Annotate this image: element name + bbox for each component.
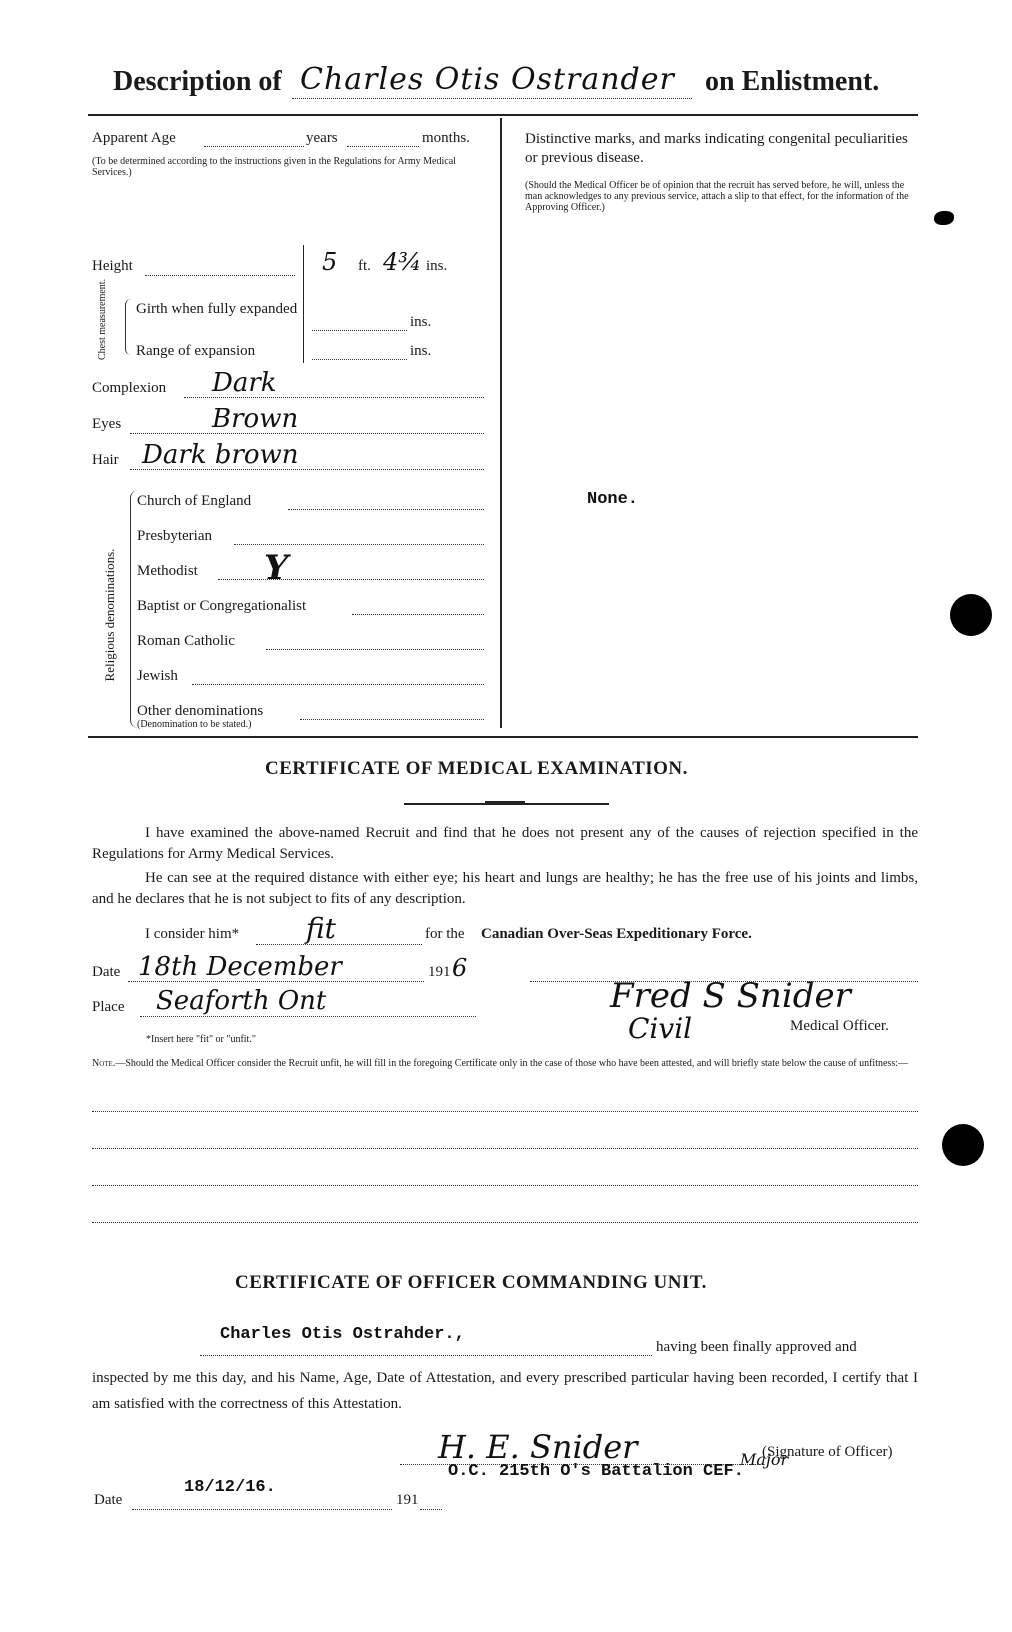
methodist-mark: Y xyxy=(264,548,289,588)
denomination-line xyxy=(300,719,484,720)
complexion-label: Complexion xyxy=(92,380,167,396)
hair-value: Dark brown xyxy=(142,440,299,470)
medical-officer-signature: Fred S Snider xyxy=(610,976,851,1016)
force-name: Canadian Over-Seas Expeditionary Force. xyxy=(481,926,752,942)
height-inches-value: 4¾ xyxy=(383,248,422,276)
denomination-label: Presbyterian xyxy=(137,528,212,544)
ft-label: ft. xyxy=(358,258,371,274)
recruit-name-line xyxy=(200,1355,652,1356)
denomination-label: Church of England xyxy=(137,493,252,509)
months-label: months. xyxy=(422,130,470,146)
denomination-line xyxy=(192,684,484,685)
column-divider xyxy=(500,118,502,728)
heading-rule-center xyxy=(485,801,525,805)
girth-line xyxy=(312,330,407,331)
title-suffix: on Enlistment. xyxy=(705,66,880,97)
unfit-note xyxy=(92,1058,918,1069)
denomination-line xyxy=(234,544,484,545)
commanding-certificate-heading: CERTIFICATE OF OFFICER COMMANDING UNIT. xyxy=(235,1272,707,1293)
age-months-line xyxy=(347,146,419,147)
commanding-date-label: Date xyxy=(94,1492,123,1508)
commanding-officer-signature: H. E. Snider xyxy=(438,1428,638,1466)
denomination-line xyxy=(288,509,484,510)
age-note: (To be determined according to the instructions given in the Regulations for Army Medical Services.) xyxy=(92,156,456,178)
unfit-reason-line xyxy=(92,1148,918,1149)
denomination-line xyxy=(266,649,484,650)
distinctive-marks-heading: Distinctive marks, and marks indicating congenital peculiarities or previous disease. xyxy=(525,131,908,166)
commanding-text-b: inspected by me this day, and his Name, Age, Date of Attestation, and every prescribed particular having been recorded, I certify that I am satisfied with the correctness of this Attestation. xyxy=(92,1370,918,1412)
eyes-label: Eyes xyxy=(92,416,122,432)
height-line xyxy=(145,275,295,276)
denomination-line xyxy=(352,614,484,615)
consider-label: I consider him* xyxy=(145,926,240,942)
denomination-label: Jewish xyxy=(137,668,178,684)
denomination-line xyxy=(218,579,484,580)
medical-date-line xyxy=(128,981,424,982)
fitness-line xyxy=(256,944,422,945)
denomination-label: Methodist xyxy=(137,563,198,579)
commanding-officer-rank: Major xyxy=(740,1450,789,1469)
commanding-year-prefix: 191 xyxy=(396,1492,419,1508)
fitness-value: fit xyxy=(306,912,336,945)
girth-label: Girth when fully expanded xyxy=(136,301,298,317)
complexion-line xyxy=(184,397,484,398)
medical-place-line xyxy=(140,1016,476,1017)
punch-hole xyxy=(950,594,992,636)
ins-label: ins. xyxy=(426,258,448,274)
eyes-value: Brown xyxy=(212,404,299,434)
medical-date-label: Date xyxy=(92,964,121,980)
medical-paragraph-1: I have examined the above-named Recruit and find that he does not present any of the causes of rejection specified in the Regulations for Army Medical Services. xyxy=(92,825,918,862)
denomination-label: Other denominations xyxy=(137,703,264,719)
medical-date-value: 18th December xyxy=(138,952,342,982)
eyes-line xyxy=(130,433,484,434)
height-label: Height xyxy=(92,258,133,274)
distinctive-marks-note: (Should the Medical Officer be of opinion that the recruit has served before, he will, unless the man acknowledges to any previous service, attach a slip to that effect, for the information of the Approving Officer.) xyxy=(525,180,909,213)
consider-suffix: for the xyxy=(425,926,465,942)
height-col-divider xyxy=(303,245,304,363)
commanding-text-a: having been finally approved and xyxy=(656,1339,857,1355)
top-rule xyxy=(88,114,918,116)
complexion-value: Dark xyxy=(212,368,277,398)
medical-place-label: Place xyxy=(92,999,125,1015)
insert-note: *Insert here "fit" or "unfit." xyxy=(146,1034,256,1045)
note-label: Note. xyxy=(92,1058,116,1069)
recruit-name-handwritten: Charles Otis Ostrander xyxy=(300,62,675,97)
note-text: —Should the Medical Officer consider the Recruit unfit, he will fill in the foregoing Certificate only in the case of those who have been attested, and will briefly state below the cause of unfitness:— xyxy=(115,1058,908,1069)
chest-measurement-label: Chest measurement. xyxy=(97,278,108,360)
commanding-year-line xyxy=(420,1509,442,1510)
page-title xyxy=(113,66,282,98)
medical-year-value: 6 xyxy=(452,954,468,982)
commanding-date-value: 18/12/16. xyxy=(184,1478,276,1497)
medical-certificate-heading: CERTIFICATE OF MEDICAL EXAMINATION. xyxy=(265,758,688,779)
unfit-reason-line xyxy=(92,1222,918,1223)
commanding-date-line xyxy=(132,1509,392,1510)
unfit-reason-line xyxy=(92,1185,918,1186)
hair-label: Hair xyxy=(92,452,119,468)
age-years-line xyxy=(204,146,304,147)
medical-paragraph-2: He can see at the required distance with either eye; his heart and lungs are healthy; he has the free use of his joints and limbs, and he declares that he is not subject to fits of any description. xyxy=(92,870,918,907)
unfit-reason-line xyxy=(92,1111,918,1112)
religious-denominations-label: Religious denominations. xyxy=(102,548,117,682)
apparent-age-label: Apparent Age xyxy=(92,130,176,146)
range-label: Range of expansion xyxy=(136,343,256,359)
chest-bracket xyxy=(125,299,132,355)
title-prefix: Description of xyxy=(113,66,282,97)
punch-hole xyxy=(934,211,954,225)
commanding-unit: O.C. 215th O's Battalion CEF. xyxy=(448,1462,744,1481)
medical-year-prefix: 191 xyxy=(428,964,451,980)
hair-line xyxy=(130,469,484,470)
denomination-note: (Denomination to be stated.) xyxy=(137,719,252,730)
height-feet-value: 5 xyxy=(322,248,338,276)
medical-officer-label: Medical Officer. xyxy=(790,1018,889,1034)
medical-officer-signature-sub: Civil xyxy=(628,1012,693,1045)
denomination-label: Roman Catholic xyxy=(137,633,235,649)
years-label: years xyxy=(306,130,338,146)
distinctive-marks-value: None. xyxy=(587,490,639,509)
range-line xyxy=(312,359,407,360)
punch-hole xyxy=(942,1124,984,1166)
middle-rule xyxy=(88,736,918,738)
girth-ins-label: ins. xyxy=(410,314,432,330)
signature-of-officer-label: (Signature of Officer) xyxy=(762,1444,893,1460)
title-name-line xyxy=(292,98,692,99)
denomination-label: Baptist or Congregationalist xyxy=(137,598,307,614)
medical-place-value: Seaforth Ont xyxy=(156,986,327,1016)
recruit-name-typed: Charles Otis Ostrahder., xyxy=(220,1325,465,1344)
range-ins-label: ins. xyxy=(410,343,432,359)
